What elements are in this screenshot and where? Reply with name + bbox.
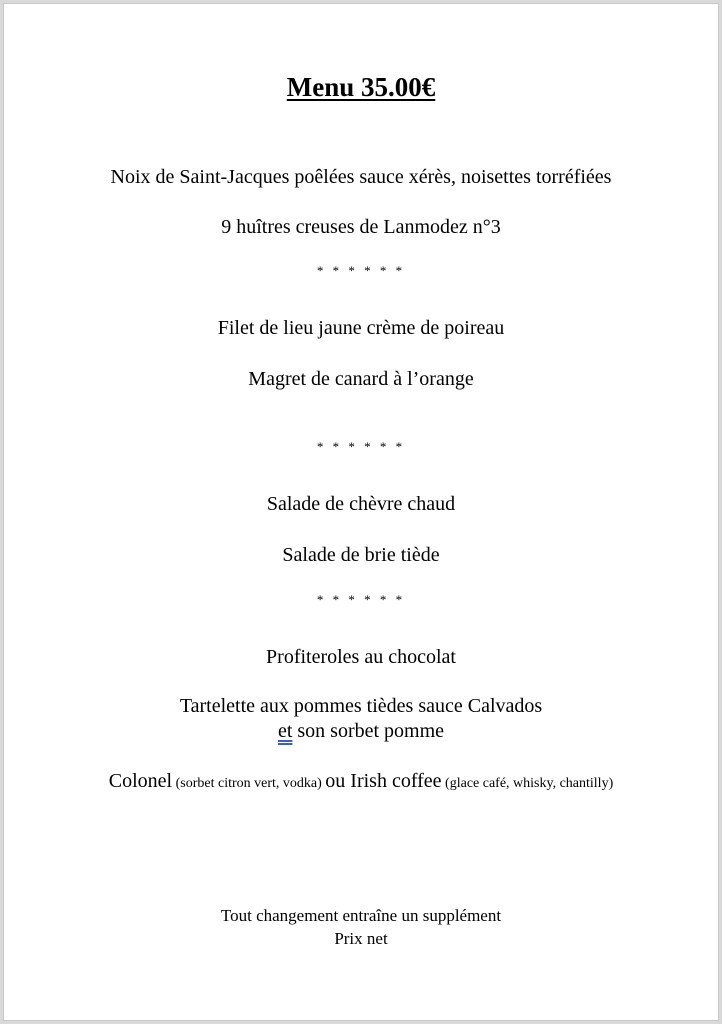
- separator-2: * * * * * *: [316, 439, 406, 454]
- starter-1: Noix de Saint-Jacques poêlées sauce xérès, noisettes torréfiées: [110, 166, 612, 188]
- main-2: Magret de canard à l’orange: [248, 368, 474, 390]
- digestif-line: [4, 770, 718, 793]
- menu-title: Menu 35.00€: [286, 72, 436, 102]
- salad-1: Salade de chèvre chaud: [266, 493, 456, 515]
- main-1: Filet de lieu jaune crème de poireau: [217, 317, 505, 339]
- separator-1: * * * * * *: [316, 263, 406, 278]
- dessert-2-line-1: Tartelette aux pommes tièdes sauce Calvados: [179, 695, 543, 717]
- salad-2: Salade de brie tiède: [282, 544, 440, 566]
- irish-coffee-label: Irish coffee: [345, 770, 442, 792]
- dessert-1: Profiteroles au chocolat: [266, 646, 456, 668]
- dessert-2-line-2-rest: son sorbet pomme: [292, 720, 445, 742]
- colonel-label: Colonel: [108, 770, 173, 792]
- colonel-detail: (sorbet citron vert, vodka): [172, 776, 326, 791]
- footer-price-net: Prix net: [334, 929, 388, 948]
- spellcheck-word: et: [277, 720, 293, 742]
- separator-3: * * * * * *: [316, 592, 406, 607]
- menu-page: [3, 3, 719, 1021]
- ou-label: ou: [325, 770, 346, 792]
- irish-coffee-detail: (glace café, whisky, chantilly): [441, 776, 614, 791]
- starter-2: 9 huîtres creuses de Lanmodez n°3: [221, 216, 501, 238]
- dessert-2-line-2: [4, 720, 718, 743]
- footer-supplement: Tout changement entraîne un supplément: [220, 906, 502, 925]
